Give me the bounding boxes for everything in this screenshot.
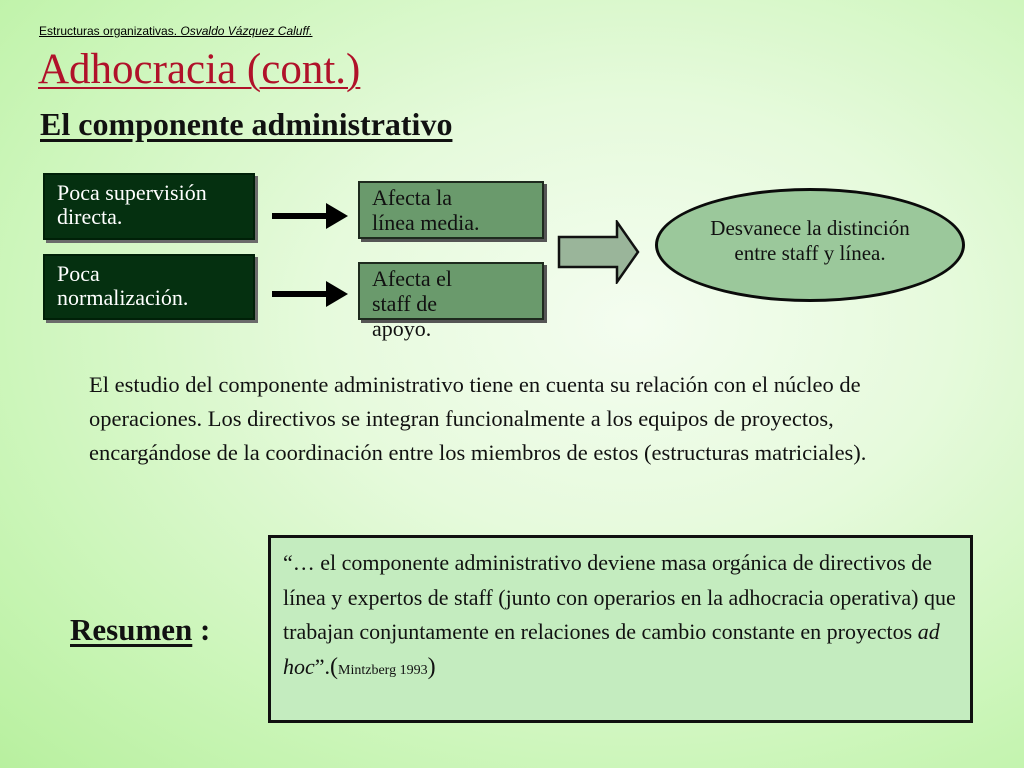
source-line xyxy=(39,24,312,38)
result-line: entre staff y línea. xyxy=(734,241,886,265)
citation: Mintzberg 1993 xyxy=(338,662,428,678)
source-author: Osvaldo Vázquez Caluff. xyxy=(180,24,313,38)
box-line: Poca supervisión xyxy=(57,180,207,205)
box-afecta-staff xyxy=(358,262,544,341)
cite-open: ( xyxy=(330,653,339,680)
box-line: normalización. xyxy=(57,285,189,310)
box-line: línea media. xyxy=(372,210,480,235)
box-line: directa. xyxy=(57,204,123,229)
box-line: Afecta la xyxy=(372,185,452,210)
summary-label xyxy=(70,612,210,648)
box-line: Poca xyxy=(57,261,100,286)
block-arrow-right-icon xyxy=(557,220,641,284)
arrow-right-icon xyxy=(272,278,350,310)
box-poca-supervision xyxy=(43,173,255,240)
slide-title: Adhocracia (cont.) xyxy=(38,46,361,93)
source-prefix: Estructuras organizativas. xyxy=(39,24,181,38)
quote-text: “… el componente administrativo deviene masa orgánica de directivos de línea y expertos de staff (junto con operarios en la adhocracia operativa) que trabajan conjuntamente en relaciones de cambio constante en proyectos xyxy=(283,550,956,644)
slide-subtitle: El componente administrativo xyxy=(40,106,453,142)
quote-italic: ad hoc xyxy=(283,619,940,679)
summary-colon: : xyxy=(192,612,211,647)
arrow-right-icon xyxy=(272,200,350,232)
box-afecta-linea-media xyxy=(358,181,544,239)
body-paragraph: El estudio del componente administrativo tiene en cuenta su relación con el núcleo de operaciones. Los directivos se integran funcionalmente a los equipos de proyectos, encargándose de la coordinación entre los miembros de estos (estructuras matriciales). xyxy=(89,372,867,465)
quote-box xyxy=(268,535,973,723)
box-poca-normalizacion xyxy=(43,254,255,320)
cite-close: ) xyxy=(427,653,436,680)
result-ellipse xyxy=(655,188,965,302)
result-line: Desvanece la distinción xyxy=(710,216,910,240)
box-line: Afecta el xyxy=(372,266,452,291)
summary-word: Resumen xyxy=(70,612,193,647)
box-line: apoyo. xyxy=(372,316,432,341)
box-line: staff de xyxy=(372,291,437,316)
quote-end: ”. xyxy=(314,653,331,679)
